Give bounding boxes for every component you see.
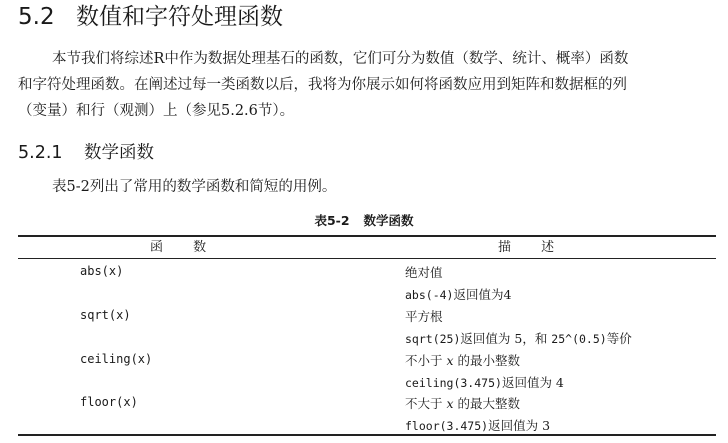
table-row-function: ceiling(x) [80,352,153,366]
section-number: 5.2 [18,4,55,30]
table-caption [0,212,728,230]
example-code-secondary: 25^(0.5) [551,332,607,346]
paragraph-line: 和字符处理函数。在阐述过每一类函数以后，我将为你展示如何将函数应用到矩阵和数据框的列 [18,77,627,93]
table-row-description [405,262,511,306]
example-text [405,284,511,306]
variable-x: x [446,353,454,368]
example-code: ceiling(3.475) [405,376,502,390]
column-header-description: 描 述 [498,240,556,255]
section-heading [18,2,283,32]
table-header-rule [18,258,716,259]
section-title: 数值和字符处理函数 [76,4,283,30]
description-text [405,350,564,372]
subsection-title: 数学函数 [84,143,154,163]
subsection-heading [18,140,154,166]
example-note: 返回值为 5，和 [460,331,552,346]
description-prefix: 不小于 [405,353,447,368]
table-top-rule [18,235,716,237]
description-prefix: 不大于 [405,396,447,411]
example-code: abs(-4) [405,288,454,302]
example-note: 返回值为 3 [488,418,551,433]
paragraph-line: （变量）和行（观测）上（参见5.2.6节）。 [18,103,295,119]
subsection-number: 5.2.1 [18,143,63,163]
description-text: 平方根 [405,309,443,324]
table-row-function: abs(x) [80,264,124,278]
table-row-description [405,393,550,437]
description-suffix: 的最大整数 [453,396,521,411]
intro-paragraph [18,46,718,124]
paragraph-line: 本节我们将综述R中作为数据处理基石的函数，它们可分为数值（数学、统计、概率）函数 [52,51,629,67]
column-header-function: 函 数 [150,240,208,255]
table-row-description [405,350,564,394]
table-intro-text: 表5-2列出了常用的数学函数和简短的用例。 [52,179,337,195]
example-code: sqrt(25) [405,332,461,346]
table-bottom-rule [18,434,716,436]
example-note: 返回值为4 [453,287,512,302]
example-note-secondary: 等价 [606,331,632,346]
example-text [405,372,564,394]
variable-x: x [446,396,454,411]
example-note: 返回值为 4 [501,375,564,390]
example-text [405,328,632,350]
table-caption-label: 表5-2 [314,213,350,228]
table-row-description [405,306,632,350]
description-text [405,393,550,415]
table-row-function: sqrt(x) [80,308,131,322]
description-suffix: 的最小整数 [453,353,521,368]
table-row-function: floor(x) [80,395,138,409]
description-text: 绝对值 [405,265,443,280]
table-caption-title: 数学函数 [363,213,414,228]
example-code: floor(3.475) [405,419,489,433]
